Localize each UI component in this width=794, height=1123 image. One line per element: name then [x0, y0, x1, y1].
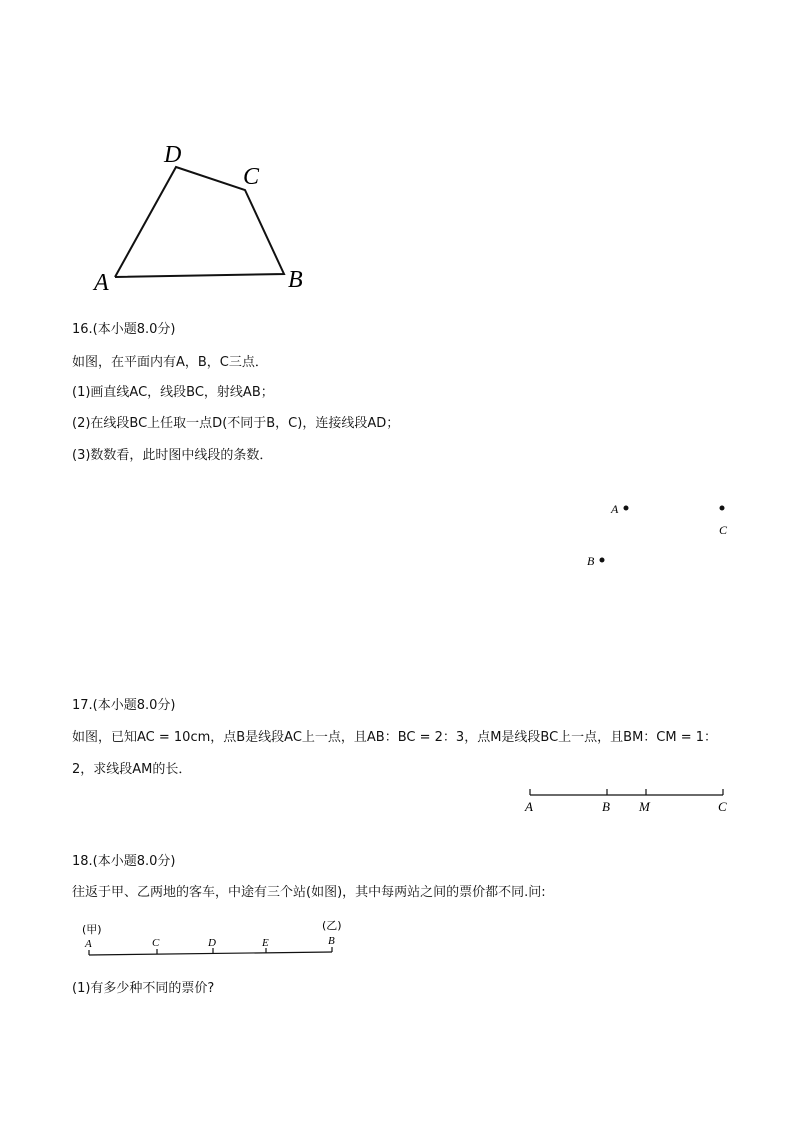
q18-station-A: A [85, 938, 92, 950]
quad-label-B: B [288, 267, 303, 293]
q17-header: 17.(本小题8.0分) [72, 698, 176, 713]
q18-label-jia: (甲) [82, 923, 102, 936]
quad-label-A: A [94, 270, 109, 296]
q16-label-A: A [611, 502, 619, 516]
q16-label-C: C [719, 523, 728, 537]
q16-part2: (2)在线段BC上任取一点D(不同于B，C)，连接线段AD； [72, 416, 400, 431]
quad-label-C: C [243, 164, 260, 190]
q18-route-line [89, 952, 332, 955]
q17-label-M: M [639, 799, 650, 814]
q18-station-B: B [328, 935, 335, 947]
q16-points-figure [587, 502, 728, 568]
q16-point-B [600, 558, 605, 563]
q17-line1: 如图，已知AC = 10cm，点B是线段AC上一点，且AB：BC = 2：3，点M是线段BC上一点，且BM：CM = 1： [72, 730, 718, 745]
q16-part3: (3)数数看，此时图中线段的条数． [72, 448, 273, 463]
q18-part1: (1)有多少种不同的票价? [72, 981, 215, 996]
q17-label-B: B [602, 799, 610, 814]
q16-point-C [720, 506, 725, 511]
q16-part1: (1)画直线AC，线段BC，射线AB； [72, 385, 274, 400]
q18-station-E: E [262, 937, 269, 949]
quad-label-D: D [164, 142, 182, 168]
q16-header: 16.(本小题8.0分) [72, 322, 176, 337]
q18-intro: 往返于甲、乙两地的客车，中途有三个站(如图)，其中每两站之间的票价都不同.问: [72, 885, 546, 900]
q17-segment-figure [524, 789, 727, 814]
q18-label-yi: (乙) [322, 919, 342, 932]
q18-route-figure [82, 919, 342, 955]
q16-label-B: B [587, 554, 595, 568]
q17-line2: 2，求线段AM的长． [72, 762, 192, 777]
q17-label-A: A [525, 799, 533, 814]
q17-label-C: C [718, 799, 727, 814]
q18-station-D: D [208, 937, 216, 949]
q18-station-C: C [152, 937, 160, 949]
q16-intro: 如图，在平面内有A，B，C三点． [72, 355, 268, 370]
q18-header: 18.(本小题8.0分) [72, 854, 176, 869]
q16-point-A [624, 506, 629, 511]
